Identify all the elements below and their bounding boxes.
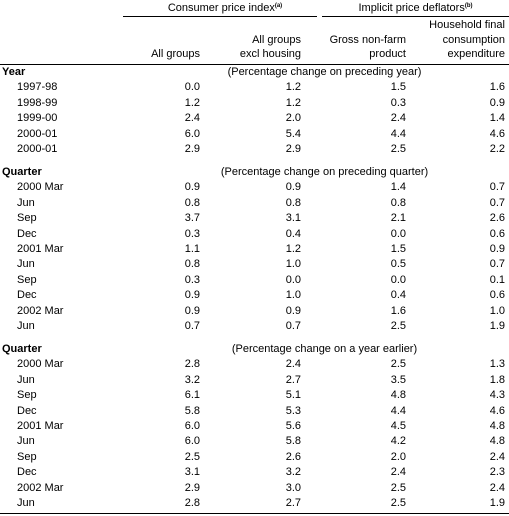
table-cell: 0.9 [184,289,200,302]
table-cell: 3.1 [184,466,200,479]
table-cell: 2.9 [184,143,200,155]
table-cell: 4.2 [390,435,406,448]
table-cell: 5.8 [285,435,301,448]
row-label: Sep [17,389,37,402]
header-rule-cpi [123,16,317,17]
table-cell: 1.0 [489,304,505,317]
table-cell: 0.7 [184,320,200,332]
table-cell: 5.6 [285,420,301,432]
table-cell: 0.7 [285,320,301,332]
row-label: Sep [17,273,37,286]
row-label: Jun [17,196,35,209]
table-cell: 0.0 [390,273,406,286]
table-cell: 2.5 [184,450,200,463]
table-cell: 0.0 [390,227,406,240]
row-label: Dec [17,289,37,302]
table-cell: 0.9 [489,96,505,109]
section-title: Year [2,66,26,78]
table-cell: 4.6 [489,404,505,417]
table-cell: 2.4 [285,358,301,371]
row-label: Jun [17,497,35,509]
table-cell: 2.3 [489,466,505,479]
table-cell: 0.6 [489,227,505,240]
table-cell: 0.0 [285,273,301,286]
header-rule-deflators [322,16,509,17]
header-bottom-rule [0,64,509,65]
table-cell: 2.5 [390,358,406,371]
row-label: 2001 Mar [17,420,64,432]
table-cell: 1.0 [285,289,301,302]
table-cell: 0.8 [184,258,200,271]
table-cell: 6.0 [184,127,200,140]
section-title: Quarter [2,166,42,178]
table-cell: 2.8 [184,358,200,371]
table-cell: 0.9 [184,181,200,194]
table-cell: 2.5 [390,143,406,155]
table-cell: 4.5 [390,420,406,432]
table-cell: 0.0 [184,81,200,94]
table-cell: 4.8 [489,420,505,432]
table-cell: 1.4 [489,112,505,125]
row-label: Dec [17,404,37,417]
table-cell: 2.4 [184,112,200,125]
table-cell: 6.0 [184,420,200,432]
table-cell: 0.4 [285,227,301,240]
row-label: 1999-00 [17,112,58,125]
table-cell: 1.5 [390,81,406,94]
table-cell: 1.6 [489,81,505,94]
table-cell: 0.7 [489,181,505,194]
table-cell: 2.4 [390,466,406,479]
table-cell: 0.3 [390,96,406,109]
table-cell: 0.1 [489,273,505,286]
table-cell: 1.2 [285,96,301,109]
table-cell: 2.4 [489,450,505,463]
table-cell: 2.5 [390,497,406,509]
table-cell: 2.7 [285,373,301,386]
table-cell: 5.4 [285,127,301,140]
section-subtitle: (Percentage change on preceding year) [227,66,422,78]
table-cell: 0.5 [390,258,406,271]
column-header-3-line-0: Household final [429,19,505,31]
row-label: 2000 Mar [17,358,64,371]
table-cell: 5.3 [285,404,301,417]
table-cell: 1.8 [489,373,505,386]
table-cell: 1.9 [489,320,505,332]
row-label: Jun [17,258,35,271]
column-header-0-line-0: All groups [151,48,200,60]
table-cell: 4.4 [390,127,406,140]
table-cell: 2.5 [390,481,406,494]
table-cell: 0.9 [285,304,301,317]
table-cell: 4.8 [489,435,505,448]
table-cell: 0.3 [184,273,200,286]
table-cell: 0.4 [390,289,406,302]
table-cell: 2.6 [489,212,505,225]
row-label: Dec [17,466,37,479]
table-cell: 0.8 [285,196,301,209]
table-cell: 6.1 [184,389,200,402]
header-group-implicit-price-deflators: Implicit price deflators$^{(b)}$ [358,2,473,14]
row-label: Sep [17,212,37,225]
table-cell: 3.2 [184,373,200,386]
row-label: 2002 Mar [17,304,64,317]
row-label: Jun [17,435,35,448]
table-cell: 1.3 [489,358,505,371]
table-cell: 1.4 [390,181,406,194]
section-subtitle: (Percentage change on preceding quarter) [220,166,429,178]
row-label: 2000-01 [17,143,58,155]
table-cell: 2.2 [489,143,505,155]
table-cell: 5.8 [184,404,200,417]
table-cell: 2.4 [390,112,406,125]
header-group-cpi: Consumer price index$^{(a)}$ [167,2,283,14]
section-title: Quarter [2,343,42,355]
table-cell: 4.3 [489,389,505,402]
table-cell: 2.1 [390,212,406,225]
row-label: 1997-98 [17,81,58,94]
table-cell: 2.9 [184,481,200,494]
column-header-2-line-1: product [369,48,406,60]
table-cell: 2.5 [390,320,406,332]
table-cell: 2.7 [285,497,301,509]
column-header-3-line-2: expenditure [447,48,505,60]
table-cell: 1.6 [390,304,406,317]
table-cell: 3.2 [285,466,301,479]
row-label: Sep [17,450,37,463]
row-label: 2002 Mar [17,481,64,494]
table-cell: 0.9 [489,243,505,255]
table-cell: 0.6 [489,289,505,302]
row-label: 2000 Mar [17,181,64,194]
table-cell: 0.3 [184,227,200,240]
table-cell: 0.8 [184,196,200,209]
row-label: Jun [17,320,35,332]
row-label: 1998-99 [17,96,58,109]
column-header-3-line-1: consumption [442,34,505,46]
table-cell: 0.9 [285,181,301,194]
column-header-1-line-1: excl housing [239,48,301,60]
table-cell: 1.2 [184,96,200,109]
table-cell: 3.0 [285,481,301,494]
table-cell: 2.4 [489,481,505,494]
table-cell: 0.8 [390,196,406,209]
table-cell: 6.0 [184,435,200,448]
row-label: Jun [17,373,35,386]
table-cell: 3.5 [390,373,406,386]
row-label: Dec [17,227,37,240]
table-cell: 3.1 [285,212,301,225]
row-label: 2000-01 [17,127,58,140]
table-cell: 4.8 [390,389,406,402]
row-label: 2001 Mar [17,243,64,255]
table-cell: 4.4 [390,404,406,417]
table-cell: 1.0 [285,258,301,271]
table-cell: 0.7 [489,258,505,271]
table-cell: 2.0 [390,450,406,463]
table-cell: 1.9 [489,497,505,509]
table-cell: 1.1 [184,243,200,255]
table-cell: 2.9 [285,143,301,155]
table-cell: 2.8 [184,497,200,509]
table-cell: 2.0 [285,112,301,125]
table-cell: 0.7 [489,196,505,209]
table-cell: 3.7 [184,212,200,225]
table-cell: 0.9 [184,304,200,317]
table-cell: 4.6 [489,127,505,140]
column-header-2-line-0: Gross non-farm [329,34,406,46]
table-cell: 5.1 [285,389,301,402]
table-cell: 1.5 [390,243,406,255]
table-cell: 1.2 [285,243,301,255]
table-cell: 2.6 [285,450,301,463]
table-bottom-rule [0,513,509,514]
column-header-1-line-0: All groups [252,34,301,46]
section-subtitle: (Percentage change on a year earlier) [231,343,418,355]
table-cell: 1.2 [285,81,301,94]
